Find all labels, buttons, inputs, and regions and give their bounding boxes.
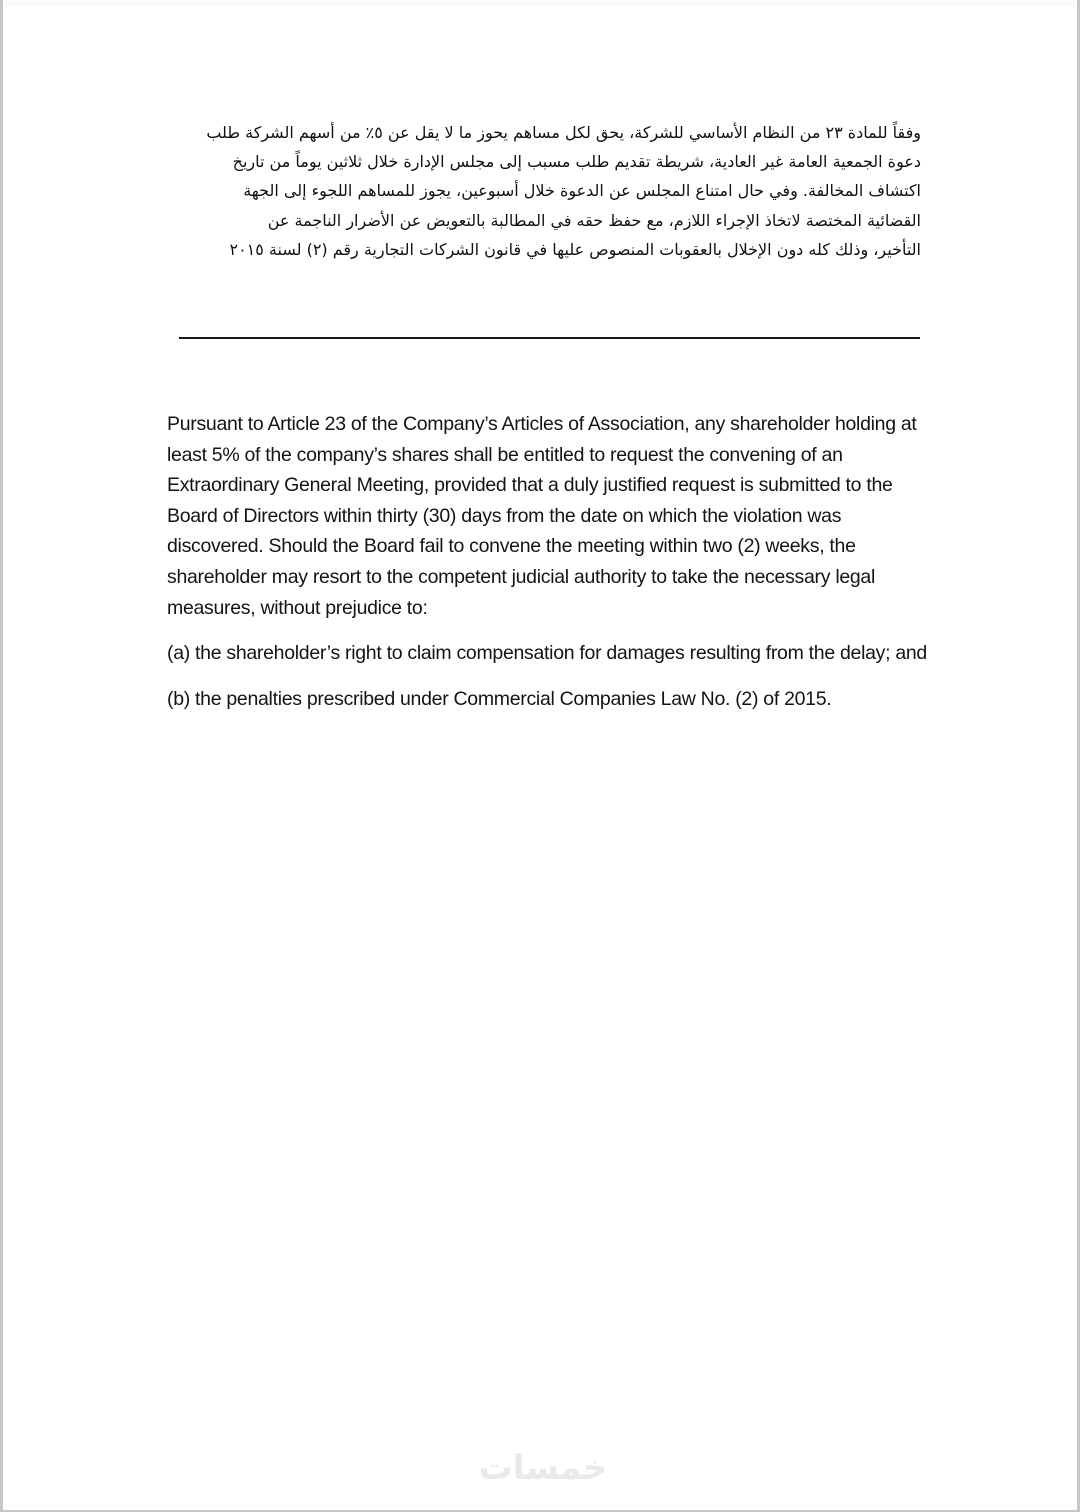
arabic-line: وفقاً للمادة ٢٣ من النظام الأساسي للشركة، يحق لكل مساهم يحوز ما لا يقل عن ٥٪ من أسهم الشركة طلب: [206, 123, 921, 142]
arabic-line: اكتشاف المخالفة. وفي حال امتناع المجلس عن الدعوة خلال أسبوعين، يجوز للمساهم اللجوء إلى الجهة: [243, 181, 921, 201]
english-main-paragraph: Pursuant to Article 23 of the Company’s Articles of Association, any shareholder holding at least 5% of the company’s shares shall be entitled to request the convening of an Extraordinary General Meeting, provided that a duly justified request is submitted to the Board of Directors within thirty (30) days from the date on which the violation was discovered. Should the Board fail to convene the meeting within two (2) weeks, the shareholder may resort to the competent judicial authority to take the necessary legal measures, without prejudice to:: [167, 413, 917, 619]
page-top-edge: [6, 0, 1074, 6]
english-translation: [167, 409, 927, 729]
arabic-line: دعوة الجمعية العامة غير العادية، شريطة تقديم طلب مسبب إلى مجلس الإدارة خلال ثلاثين يوماً من تاريخ: [232, 152, 921, 172]
watermark-logo: خمسات: [478, 1448, 608, 1488]
english-clause-b: (b) the penalties prescribed under Commercial Companies Law No. (2) of 2015.: [167, 687, 832, 710]
arabic-line: التأخير، وذلك كله دون الإخلال بالعقوبات المنصوص عليها في قانون الشركات التجارية رقم (٢) لسنة ٢٠١٥: [229, 239, 921, 259]
arabic-line: القضائية المختصة لاتخاذ الإجراء اللازم، مع حفظ حقه في المطالبة بالتعويض عن الأضرار الناجمة عن: [267, 210, 921, 230]
arabic-paragraph: [168, 118, 921, 264]
section-divider: [179, 337, 920, 339]
english-clause-a: (a) the shareholder’s right to claim compensation for damages resulting from the delay; and: [167, 642, 927, 665]
